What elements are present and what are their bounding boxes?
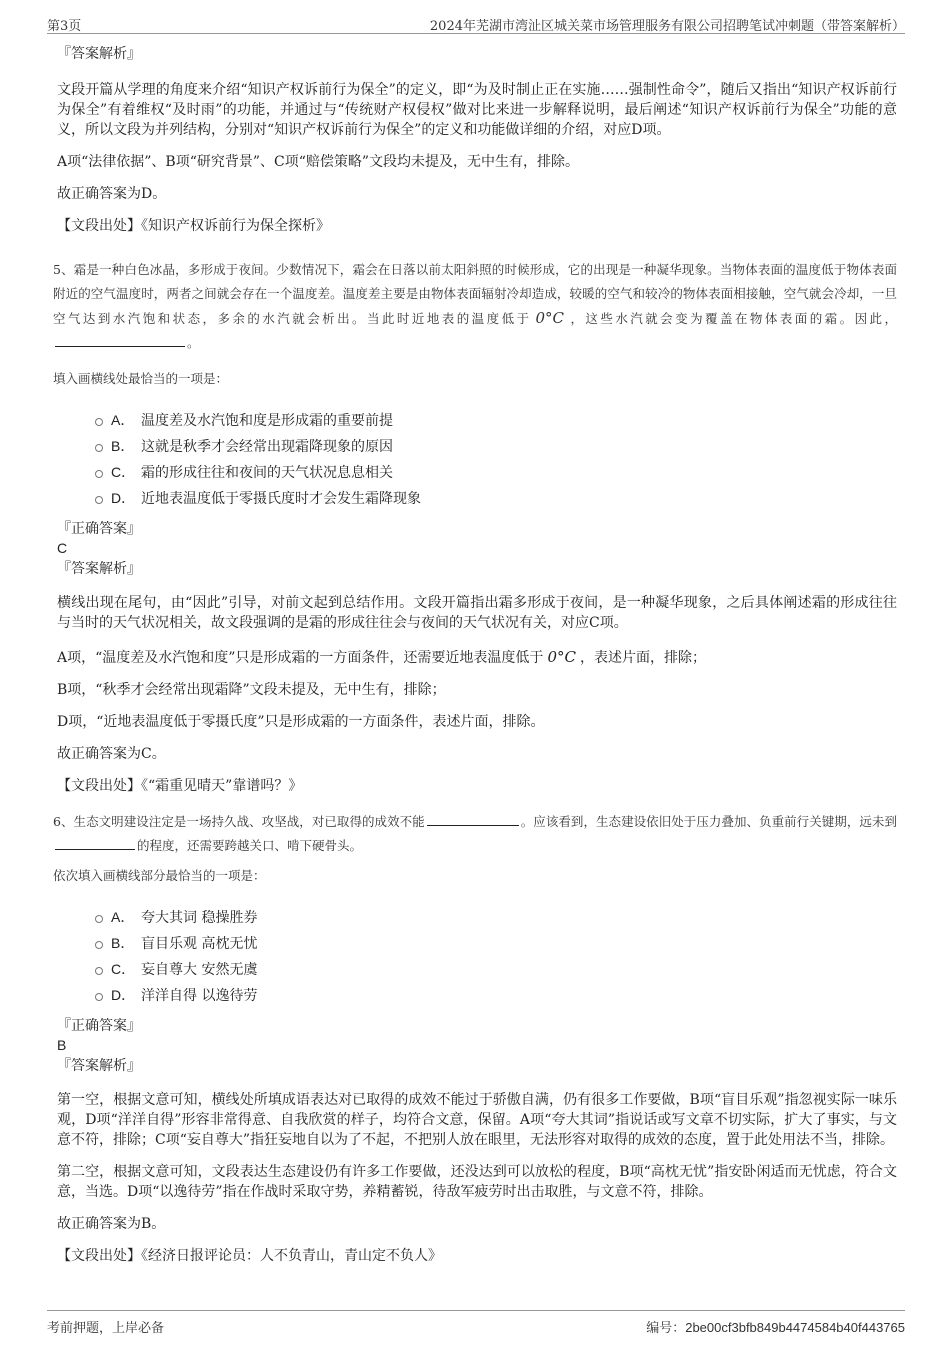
- temperature-value: 0°C: [547, 648, 576, 666]
- page-header: [47, 11, 905, 34]
- q5-analysis-label: 『答案解析』: [57, 561, 141, 577]
- q5-analysis-para: D项，“近地表温度低于零摄氏度”只是形成霜的一方面条件，表述片面，排除。: [57, 714, 545, 730]
- document-title: 2024年芜湖市湾沚区城关菜市场管理服务有限公司招聘笔试冲刺题（带答案解析）: [429, 19, 905, 34]
- q5-answer-label: 『正确答案』: [57, 521, 141, 537]
- q4-analysis-para: A项“法律依据”、B项“研究背景”、C项“赔偿策略”文段均未提及，无中生有，排除。: [57, 154, 580, 170]
- q6-conclusion: 故正确答案为B。: [57, 1216, 166, 1232]
- q5-answer: C: [57, 540, 68, 556]
- q6-option-d[interactable]: D． 洋洋自得 以逸待劳: [95, 982, 897, 1008]
- q6-option-c[interactable]: C． 妄自尊大 安然无虞: [95, 956, 897, 982]
- q6-stem: 6、生态文明建设注定是一场持久战、攻坚战，对已取得的成效不能 。应该看到，生态建设依旧处于压力叠加、负重前行关键期，远未到的程度，还需要跨越关口、啃下硬骨头。: [53, 810, 897, 858]
- answer-blank: [55, 331, 185, 347]
- q6-answer: B: [57, 1037, 67, 1053]
- radio-icon[interactable]: [95, 993, 103, 1001]
- page-number: 第3页: [47, 19, 82, 34]
- q6-option-a[interactable]: A． 夸大其词 稳操胜券: [95, 904, 897, 930]
- q5-analysis-para: A项，“温度差及水汽饱和度”只是形成霜的一方面条件，还需要近地表温度低于 0°C ，表述片面，排除；: [57, 648, 706, 666]
- radio-icon[interactable]: [95, 915, 103, 923]
- document-code: 编号：2be00cf3bfb849b4474584b40f443765: [646, 1320, 905, 1336]
- q6-analysis-para: 第二空，根据文意可知，文段表达生态建设仍有许多工作要做，还没达到可以放松的程度，B项“高枕无忧”指安卧闲适而无忧虑，符合文意，当选。D项“以逸待劳”指在作战时采取守势，养精蓄锐，待敌军疲劳时出击取胜，与文意不符，排除。: [57, 1164, 897, 1200]
- answer-blank: [427, 810, 519, 826]
- radio-icon[interactable]: [95, 941, 103, 949]
- q5-conclusion: 故正确答案为C。: [57, 746, 166, 762]
- q6-source: 【文段出处】《经济日报评论员：人不负青山，青山定不负人》: [57, 1248, 442, 1264]
- radio-icon[interactable]: [95, 967, 103, 975]
- q5-analysis-para: 横线出现在尾句，由“因此”引导，对前文起到总结作用。文段开篇指出霜多形成于夜间，是一种凝华现象，之后具体阐述霜的形成往往与当时的天气状况相关，故文段强调的是霜的形成往往会与夜间的天气状况有关，对应C项。: [57, 595, 897, 631]
- temperature-value: 0°C: [535, 309, 565, 327]
- q6-instruction: 依次填入画横线部分最恰当的一项是：: [53, 868, 266, 883]
- q5-option-b[interactable]: B． 这就是秋季才会经常出现霜降现象的原因: [95, 433, 897, 459]
- q5-option-c[interactable]: C． 霜的形成往往和夜间的天气状况息息相关: [95, 459, 897, 485]
- q4-source: 【文段出处】《知识产权诉前行为保全探析》: [57, 218, 330, 234]
- q5-option-d[interactable]: D． 近地表温度低于零摄氏度时才会发生霜降现象: [95, 485, 897, 511]
- q5-analysis-para: B项，“秋季才会经常出现霜降”文段未提及，无中生有，排除；: [57, 682, 446, 698]
- q5-source: 【文段出处】《“霜重见晴天”靠谱吗？》: [57, 778, 303, 794]
- q5-instruction: 填入画横线处最恰当的一项是：: [53, 371, 229, 386]
- q6-analysis-label: 『答案解析』: [57, 1058, 141, 1074]
- q6-analysis-para: 第一空，根据文意可知，横线处所填成语表达对已取得的成效不能过于骄傲自满，仍有很多工作要做，B项“盲目乐观”指忽视实际一味乐观，D项“洋洋自得”形容非常得意、自我欣赏的样子，均符合文意，保留。A项“夸大其词”指说话或写文章不切实际，扩大了事实，与文意不符，排除；C项“妄自尊大”指狂妄地自以为了不起，不把别人放在眼里，无法形容对取得的成效的态度，置于此处用法不当，排除。: [57, 1092, 897, 1148]
- radio-icon[interactable]: [95, 418, 103, 426]
- q4-conclusion: 故正确答案为D。: [57, 186, 167, 202]
- q5-option-a[interactable]: A． 温度差及水汽饱和度是形成霜的重要前提: [95, 407, 897, 433]
- radio-icon[interactable]: [95, 496, 103, 504]
- page-content: [53, 44, 897, 1266]
- radio-icon[interactable]: [95, 470, 103, 478]
- page-footer: [47, 1310, 905, 1337]
- radio-icon[interactable]: [95, 444, 103, 452]
- answer-blank: [55, 834, 135, 850]
- q6-answer-label: 『正确答案』: [57, 1018, 141, 1034]
- q6-options: [95, 904, 897, 1008]
- q6-option-b[interactable]: B． 盲目乐观 高枕无忧: [95, 930, 897, 956]
- q4-analysis-para: 文段开篇从学理的角度来介绍“知识产权诉前行为保全”的定义，即“为及时制止正在实施……强制性命令”，随后又指出“知识产权诉前行为保全”有着维权“及时雨”的功能，并通过与“传统财产权侵权”做对比来进一步解释说明，最后阐述“知识产权诉前行为保全”功能的意义，所以文段为并列结构，分别对“知识产权诉前行为保全”的定义和功能做详细的介绍，对应D项。: [57, 82, 897, 138]
- q5-stem: 5、霜是一种白色冰晶，多形成于夜间。少数情况下，霜会在日落以前太阳斜照的时候形成，它的出现是一种凝华现象。当物体表面的温度低于物体表面附近的空气温度时，两者之间就会存在一个温度差。温度差主要是由物体表面辐射冷却造成，较暖的空气和较冷的物体表面相接触，空气就会冷却，一旦空气达到水汽饱和状态，多余的水汽就会析出。当此时近地表的温度低于 0°C ，这些水汽就会变为覆盖在物体表面的霜。因此，。: [53, 262, 897, 350]
- q5-options: [95, 407, 897, 511]
- q4-analysis-label: 『答案解析』: [57, 46, 141, 62]
- footer-slogan: 考前押题，上岸必备: [47, 1321, 165, 1336]
